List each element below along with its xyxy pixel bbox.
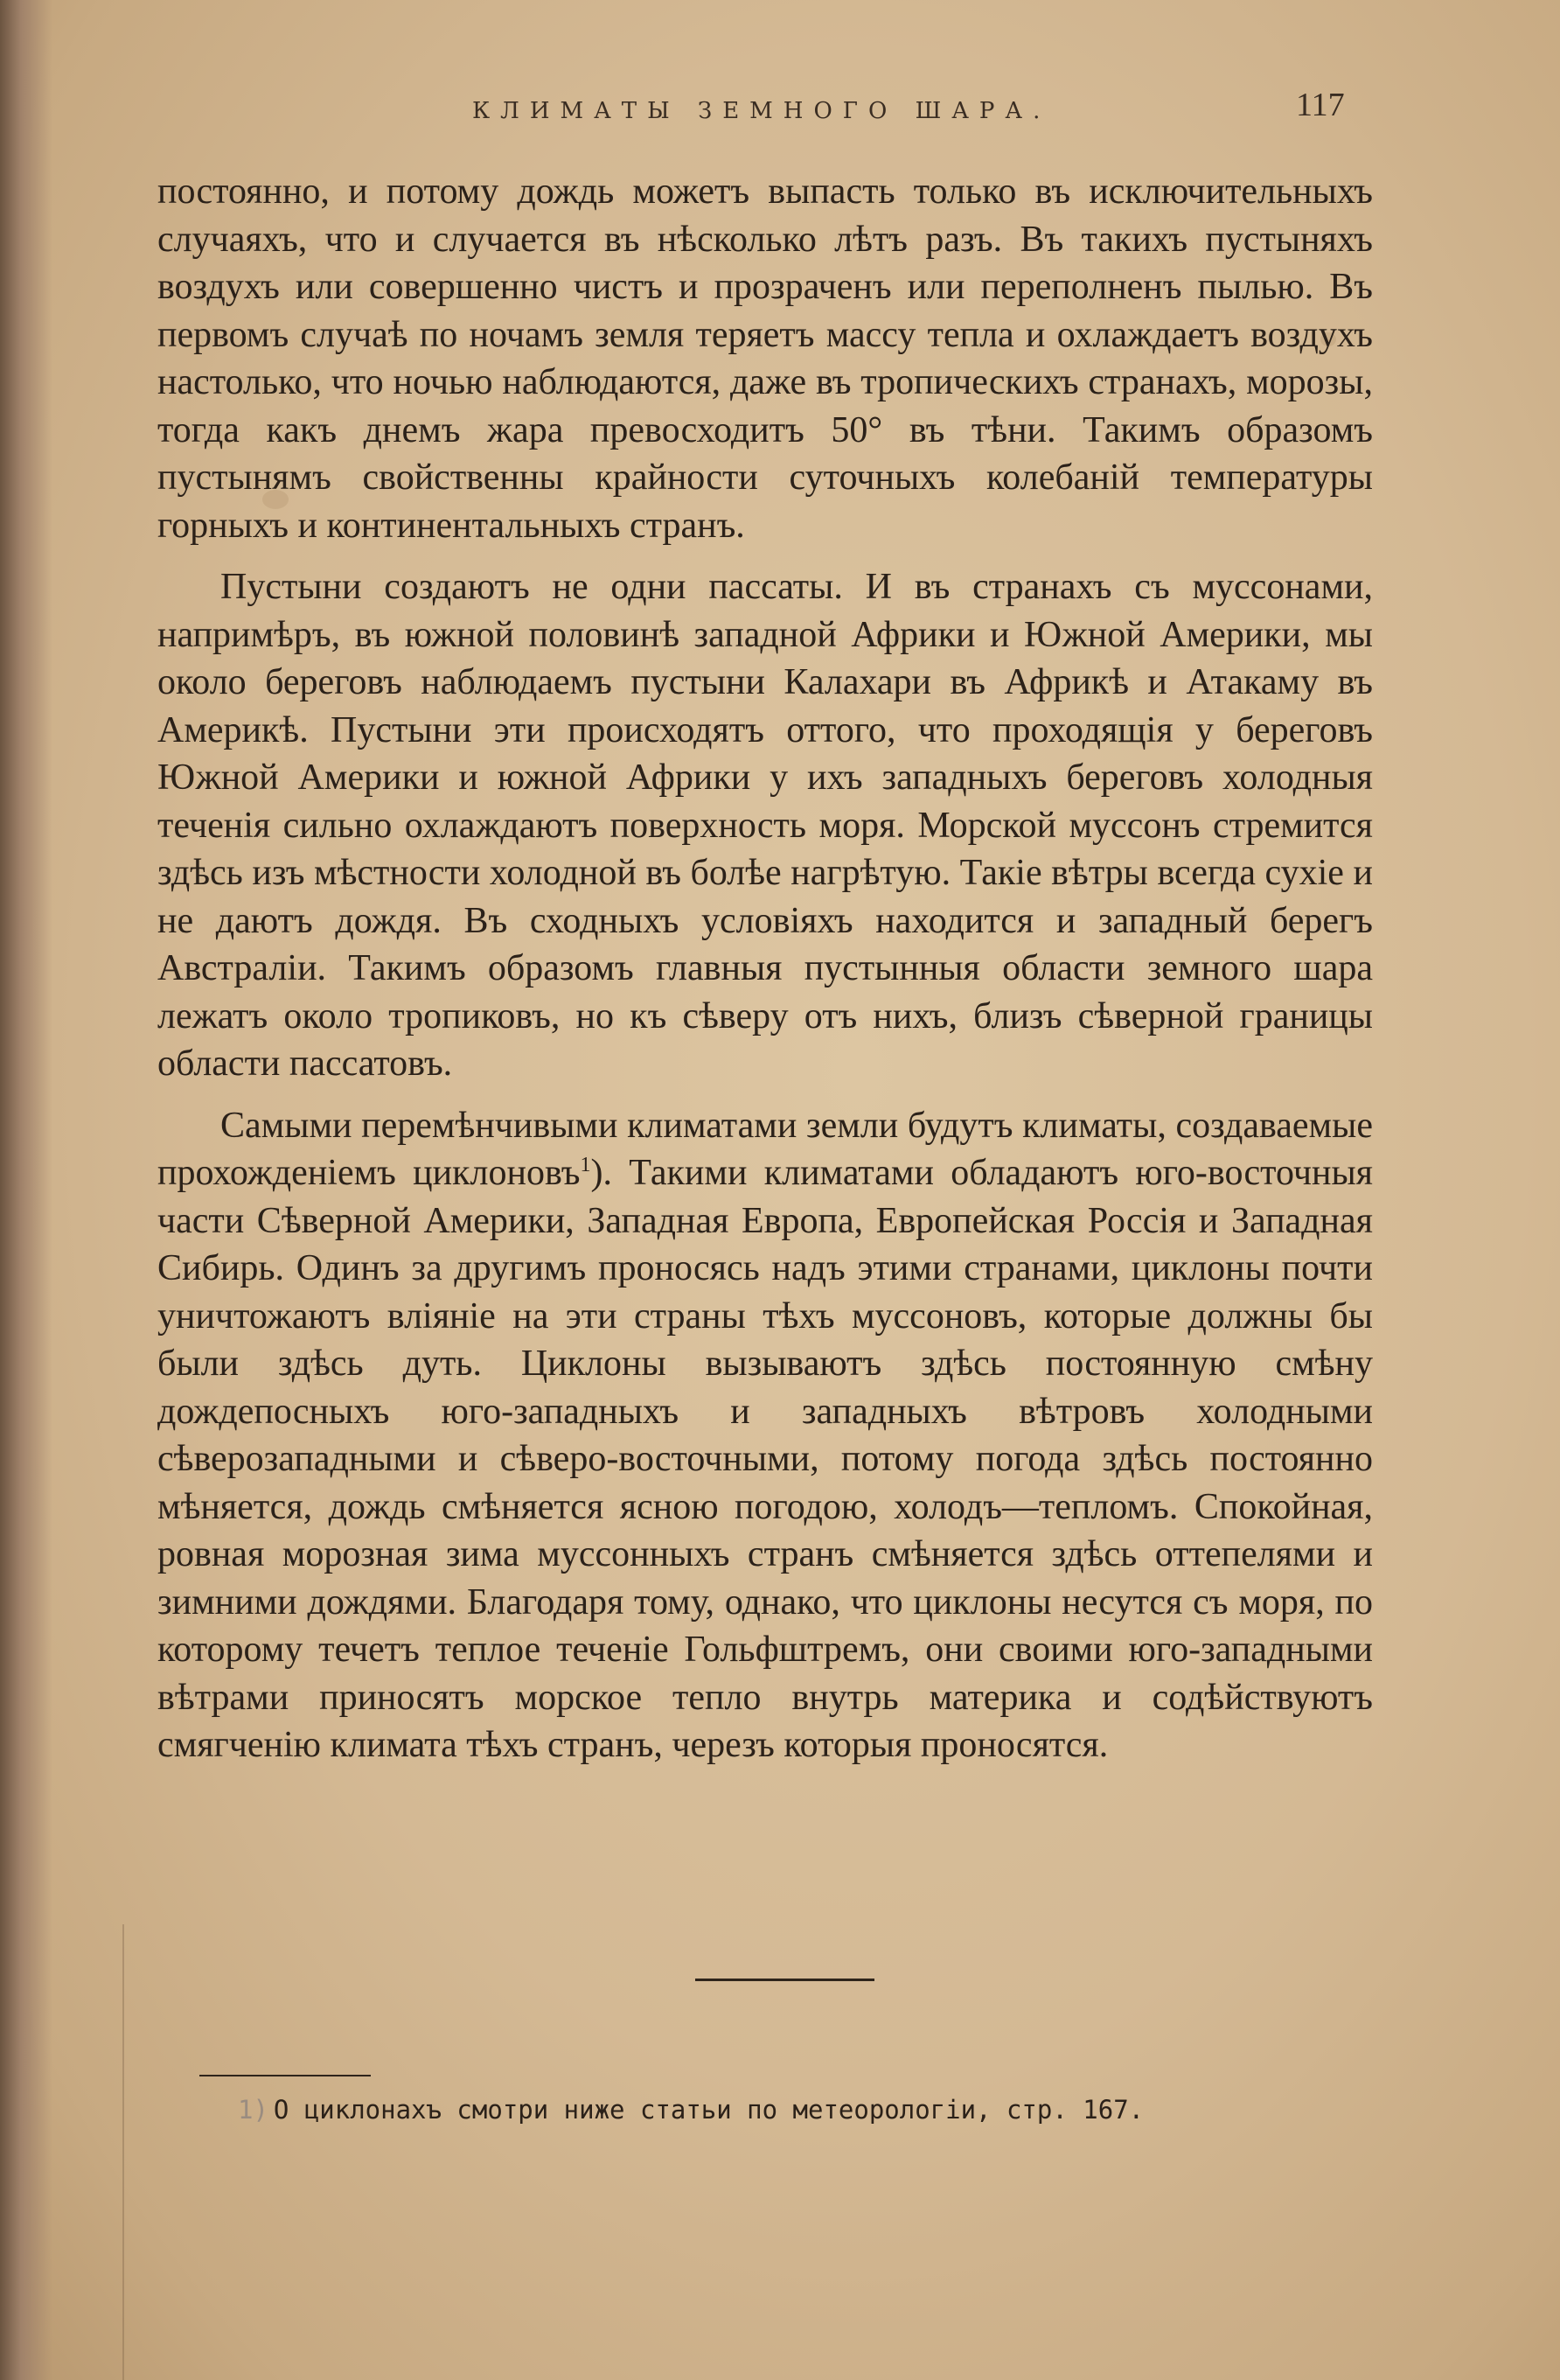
footnote-separator: [199, 2075, 371, 2076]
paragraph-text: ). Такими климатами обладаютъ юго-восточныя части Сѣверной Америки, Западная Европа, Европейская Россія и Западная Сибирь. Одинъ за другимъ проносясь надъ этими странами, циклоны почти уничтожаютъ вліяніе на эти страны тѣхъ муссоновъ, которые должны бы были здѣсь дуть. Циклоны вызываютъ здѣсь постоянную смѣну дождепосныхъ юго-западныхъ и западныхъ вѣтровъ холодными сѣверозападными и сѣверо-восточными, потому погода здѣсь постоянно мѣняется, дождь смѣняется ясною погодою, холодъ—тепломъ. Спокойная, ровная морозная зима муссонныхъ странъ смѣняется здѣсь оттепелями и зимними дождями. Благодаря тому, однако, что циклоны несутся съ моря, по которому течетъ теплое теченіе Гольфштремъ, они своими юго-западными вѣтрами приносятъ морское тепло внутрь материка и содѣйствуютъ смягченію климата тѣхъ странъ, черезъ которыя проносятся.: [157, 1153, 1373, 1765]
paragraph-text: Самыми перемѣнчивыми климатами земли будутъ климаты, создаваемые прохожденіемъ циклоновъ: [157, 1105, 1373, 1193]
footnote-reference[interactable]: 1: [580, 1154, 591, 1176]
paragraph: Пустыни создаютъ не одни пассаты. И въ странахъ съ муссонами, напримѣръ, въ южной половинѣ западной Африки и Южной Америки, мы около береговъ наблюдаемъ пустыни Калахари въ Африкѣ и Атакаму въ Америкѣ. Пустыни эти происходятъ оттого, что проходящія у береговъ Южной Америки и южной Африки у ихъ западныхъ береговъ холодныя теченія сильно охлаждаютъ поверхность моря. Морской муссонъ стремится здѣсь изъ мѣстности холодной въ болѣе нагрѣтую. Такіе вѣтры всегда сухіе и не даютъ дождя. Въ сходныхъ условіяхъ находится и западный берегъ Австраліи. Такимъ образомъ главныя пустынныя области земного шара лежатъ около тропиковъ, но къ сѣверу отъ нихъ, близъ сѣверной границы области пассатовъ.: [157, 567, 1373, 1084]
body-text: [157, 168, 1373, 1769]
page-number: 117: [1296, 87, 1345, 123]
footnote-mark: 1): [238, 2095, 268, 2125]
paragraph: [157, 1102, 1373, 1769]
section-end-rule: [695, 1979, 874, 1981]
footnote: [238, 2095, 1144, 2125]
page-fold: [122, 1924, 124, 2380]
footnote-text: О циклонахъ смотри ниже статьи по метеорологіи, стр. 167.: [273, 2095, 1145, 2125]
running-head: КЛИМАТЫ ЗЕМНОГО ШАРА.: [472, 98, 1051, 124]
paragraph: постоянно, и потому дождь можетъ выпасть только въ исключительныхъ случаяхъ, что и случается въ нѣсколько лѣтъ разъ. Въ такихъ пустыняхъ воздухъ или совершенно чистъ и прозраченъ или переполненъ пылью. Въ первомъ случаѣ по ночамъ земля теряетъ массу тепла и охлаждаетъ воздухъ настолько, что ночью наблюдаются, даже въ тропическихъ странахъ, морозы, тогда какъ днемъ жара превосходитъ 50° въ тѣни. Такимъ образомъ пустынямъ свойственны крайности суточныхъ колебаній температуры горныхъ и континентальныхъ странъ.: [157, 171, 1373, 546]
